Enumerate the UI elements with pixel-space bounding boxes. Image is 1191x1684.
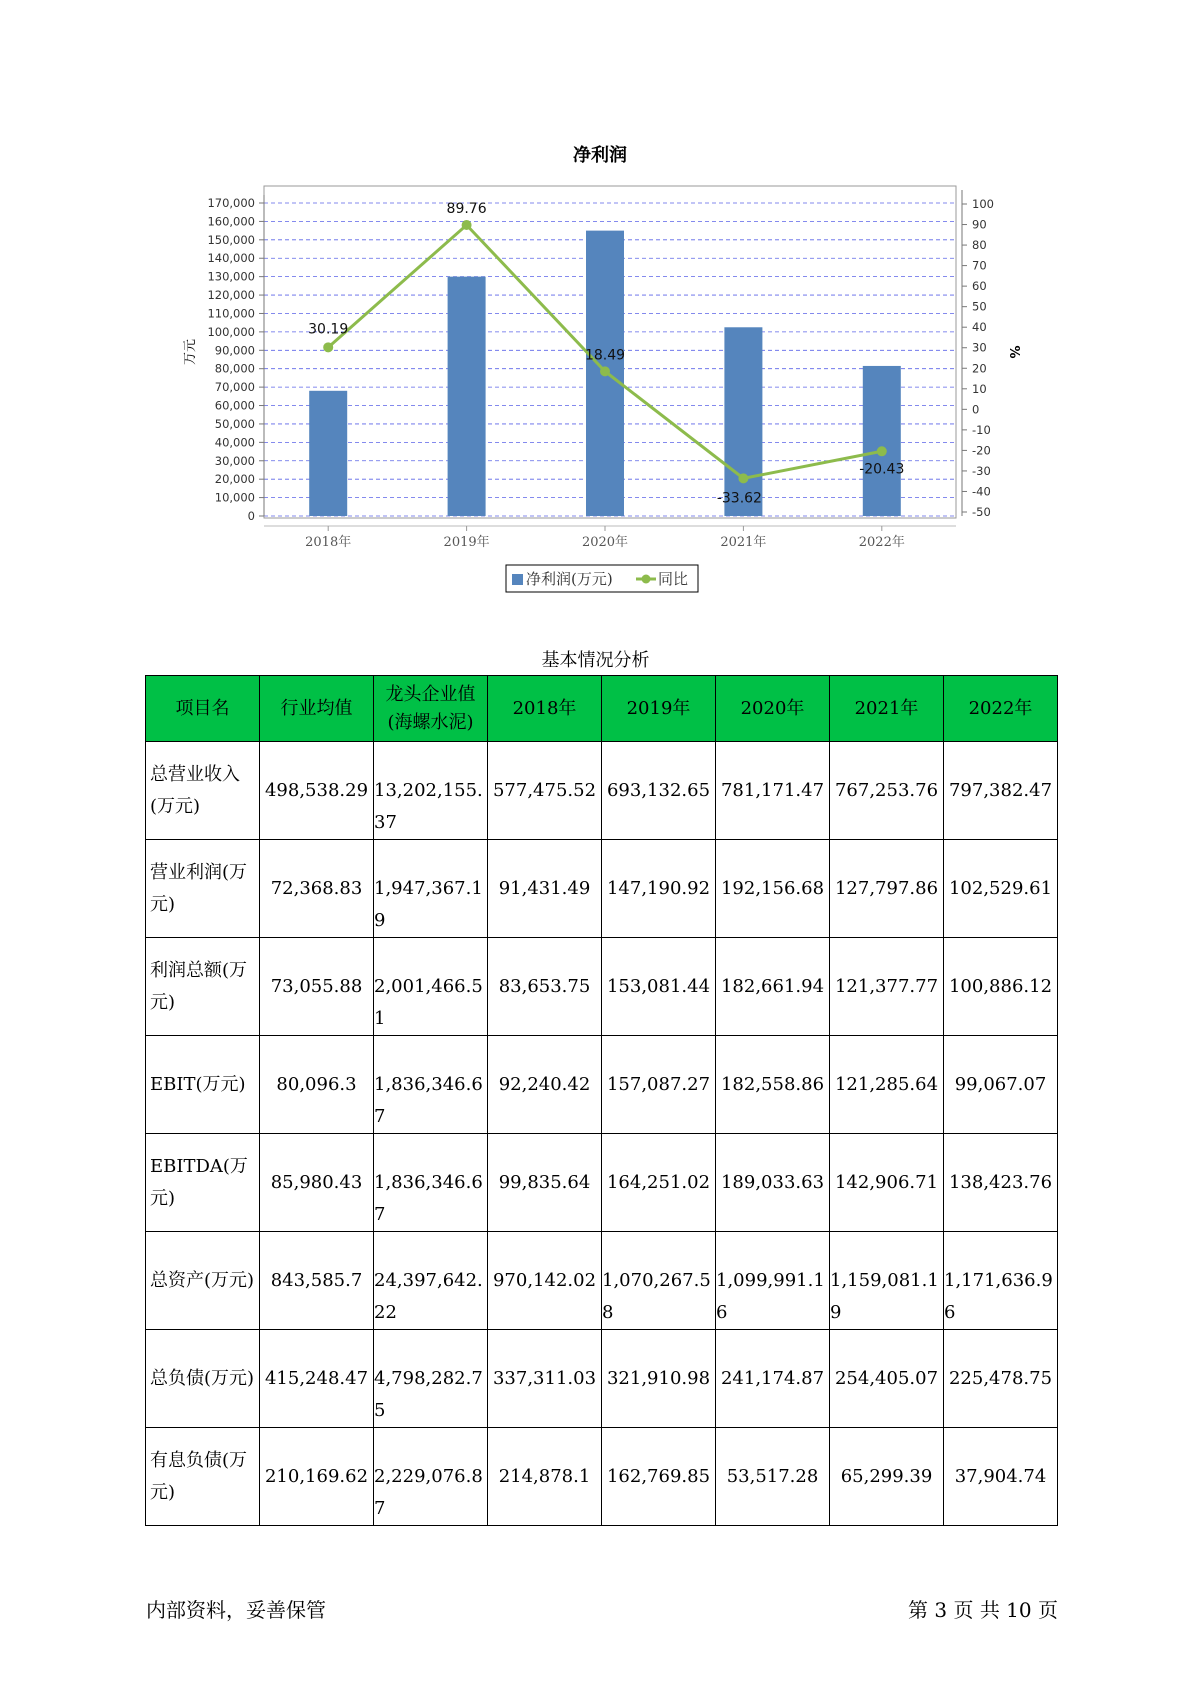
value-cell: 843,585.7	[260, 1232, 374, 1330]
value-cell: 767,253.76	[830, 742, 944, 840]
value-cell: 4,798,282.75	[374, 1330, 488, 1428]
left-tick-label: 70,000	[214, 380, 255, 395]
header-2021: 2021年	[830, 676, 944, 742]
header-item-name: 项目名	[146, 676, 260, 742]
bar-2018年	[309, 391, 347, 516]
header-2018: 2018年	[488, 676, 602, 742]
footer-page-number: 第 3 页 共 10 页	[908, 1598, 1058, 1622]
table-row	[146, 1134, 1058, 1232]
header-2020: 2020年	[716, 676, 830, 742]
value-cell: 162,769.85	[602, 1428, 716, 1526]
right-tick-label: 50	[972, 299, 987, 314]
value-cell: 192,156.68	[716, 840, 830, 938]
table-row	[146, 840, 1058, 938]
value-cell: 1,836,346.67	[374, 1134, 488, 1232]
row-label-cell: 利润总额(万元)	[146, 938, 260, 1036]
right-tick-label: -20	[972, 443, 991, 458]
value-cell: 37,904.74	[944, 1428, 1058, 1526]
value-cell: 1,159,081.19	[830, 1232, 944, 1330]
left-tick-label: 30,000	[214, 453, 255, 468]
x-tick-label: 2019年	[443, 535, 490, 550]
value-cell: 1,836,346.67	[374, 1036, 488, 1134]
table-header-row	[146, 676, 1058, 742]
left-tick-label: 130,000	[207, 269, 255, 284]
value-cell: 72,368.83	[260, 840, 374, 938]
value-cell: 65,299.39	[830, 1428, 944, 1526]
right-tick-label: -10	[972, 422, 991, 437]
left-tick-label: 80,000	[214, 361, 255, 376]
yoy-data-label: -33.62	[716, 490, 762, 507]
basic-analysis-table	[145, 675, 1058, 1526]
table-row	[146, 938, 1058, 1036]
value-cell: 85,980.43	[260, 1134, 374, 1232]
value-cell: 13,202,155.37	[374, 742, 488, 840]
right-tick-label: 20	[972, 361, 987, 376]
value-cell: 157,087.27	[602, 1036, 716, 1134]
x-tick-label: 2018年	[305, 535, 352, 550]
value-cell: 321,910.98	[602, 1330, 716, 1428]
chart-title: 净利润	[573, 145, 627, 166]
right-tick-label: -40	[972, 484, 991, 499]
left-tick-label: 20,000	[214, 472, 255, 487]
x-tick-label: 2021年	[720, 535, 767, 550]
value-cell: 99,835.64	[488, 1134, 602, 1232]
table-row	[146, 742, 1058, 840]
left-tick-label: 50,000	[214, 416, 255, 431]
value-cell: 498,538.29	[260, 742, 374, 840]
value-cell: 80,096.3	[260, 1036, 374, 1134]
right-tick-label: 60	[972, 279, 987, 294]
row-label-cell: EBIT(万元)	[146, 1036, 260, 1134]
value-cell: 138,423.76	[944, 1134, 1058, 1232]
row-label-cell: 总负债(万元)	[146, 1330, 260, 1428]
value-cell: 577,475.52	[488, 742, 602, 840]
header-2019: 2019年	[602, 676, 716, 742]
row-label-cell: 总资产(万元)	[146, 1232, 260, 1330]
right-tick-label: -30	[972, 463, 991, 478]
left-tick-label: 140,000	[207, 251, 255, 266]
value-cell: 781,171.47	[716, 742, 830, 840]
value-cell: 225,478.75	[944, 1330, 1058, 1428]
header-industry-avg: 行业均值	[260, 676, 374, 742]
legend-line-label: 同比	[658, 570, 689, 588]
value-cell: 797,382.47	[944, 742, 1058, 840]
value-cell: 182,661.94	[716, 938, 830, 1036]
table-row	[146, 1232, 1058, 1330]
header-leader-value: 龙头企业值(海螺水泥)	[374, 676, 488, 742]
value-cell: 92,240.42	[488, 1036, 602, 1134]
row-label-cell: 营业利润(万元)	[146, 840, 260, 938]
legend-bar-label: 净利润(万元)	[526, 570, 613, 588]
value-cell: 142,906.71	[830, 1134, 944, 1232]
table-row	[146, 1036, 1058, 1134]
value-cell: 91,431.49	[488, 840, 602, 938]
left-tick-label: 170,000	[207, 196, 255, 210]
value-cell: 102,529.61	[944, 840, 1058, 938]
right-tick-label: 100	[972, 197, 994, 211]
right-tick-label: 90	[972, 217, 987, 232]
right-tick-label: 40	[972, 320, 987, 335]
value-cell: 189,033.63	[716, 1134, 830, 1232]
yoy-data-label: 89.76	[446, 201, 487, 218]
left-tick-label: 40,000	[214, 435, 255, 450]
value-cell: 100,886.12	[944, 938, 1058, 1036]
yoy-data-label: -20.43	[859, 461, 905, 478]
value-cell: 53,517.28	[716, 1428, 830, 1526]
legend-line-marker	[642, 575, 651, 584]
header-2022: 2022年	[944, 676, 1058, 742]
value-cell: 337,311.03	[488, 1330, 602, 1428]
value-cell: 241,174.87	[716, 1330, 830, 1428]
bar-2021年	[724, 327, 762, 516]
value-cell: 121,285.64	[830, 1036, 944, 1134]
value-cell: 1,070,267.58	[602, 1232, 716, 1330]
value-cell: 693,132.65	[602, 742, 716, 840]
left-tick-label: 10,000	[214, 490, 255, 505]
left-tick-label: 60,000	[214, 398, 255, 413]
yoy-point	[323, 342, 333, 352]
value-cell: 153,081.44	[602, 938, 716, 1036]
value-cell: 415,248.47	[260, 1330, 374, 1428]
x-tick-label: 2020年	[581, 535, 629, 550]
table-row	[146, 1428, 1058, 1526]
yoy-point	[738, 473, 748, 483]
value-cell: 127,797.86	[830, 840, 944, 938]
yoy-data-label: 30.19	[308, 321, 349, 338]
left-tick-label: 0	[247, 509, 255, 523]
left-y-axis	[207, 195, 264, 523]
footer-confidential-note: 内部资料，妥善保管	[146, 1598, 326, 1622]
value-cell: 147,190.92	[602, 840, 716, 938]
legend	[506, 565, 698, 592]
bar-2019年	[448, 277, 486, 516]
table-title: 基本情况分析	[541, 650, 650, 671]
row-label-cell: 总营业收入(万元)	[146, 742, 260, 840]
value-cell: 2,229,076.87	[374, 1428, 488, 1526]
right-tick-label: 80	[972, 238, 987, 253]
value-cell: 210,169.62	[260, 1428, 374, 1526]
yoy-point	[462, 220, 472, 230]
x-tick-label: 2022年	[858, 535, 905, 550]
net-profit-chart	[0, 0, 1191, 640]
value-cell: 164,251.02	[602, 1134, 716, 1232]
value-cell: 121,377.77	[830, 938, 944, 1036]
bar-2022年	[863, 366, 901, 516]
value-cell: 182,558.86	[716, 1036, 830, 1134]
yoy-point	[600, 366, 610, 376]
right-tick-label: 70	[972, 258, 987, 273]
value-cell: 970,142.02	[488, 1232, 602, 1330]
x-axis	[264, 526, 956, 550]
right-y-axis	[962, 190, 994, 519]
right-tick-label: 0	[972, 402, 980, 417]
left-tick-label: 90,000	[214, 343, 255, 358]
value-cell: 2,001,466.51	[374, 938, 488, 1036]
value-cell: 254,405.07	[830, 1330, 944, 1428]
row-label-cell: EBITDA(万元)	[146, 1134, 260, 1232]
table-row	[146, 1330, 1058, 1428]
left-tick-label: 150,000	[207, 232, 255, 247]
left-tick-label: 110,000	[207, 306, 255, 321]
value-cell: 83,653.75	[488, 938, 602, 1036]
right-tick-label: 30	[972, 340, 987, 355]
yoy-data-label: 18.49	[584, 347, 626, 364]
value-cell: 24,397,642.22	[374, 1232, 488, 1330]
left-tick-label: 120,000	[207, 288, 255, 303]
value-cell: 1,947,367.19	[374, 840, 488, 938]
value-cell: 214,878.1	[488, 1428, 602, 1526]
value-cell: 1,171,636.96	[944, 1232, 1058, 1330]
value-cell: 99,067.07	[944, 1036, 1058, 1134]
right-tick-label: -50	[972, 505, 991, 519]
value-cell: 1,099,991.16	[716, 1232, 830, 1330]
row-label-cell: 有息负债(万元)	[146, 1428, 260, 1526]
right-tick-label: 10	[972, 381, 987, 396]
right-axis-label: %	[1006, 345, 1021, 359]
value-cell: 73,055.88	[260, 938, 374, 1036]
left-tick-label: 160,000	[207, 214, 255, 229]
left-axis-label: 万元	[183, 338, 198, 366]
yoy-point	[877, 446, 887, 456]
left-tick-label: 100,000	[207, 324, 255, 339]
legend-bar-swatch	[512, 574, 523, 585]
